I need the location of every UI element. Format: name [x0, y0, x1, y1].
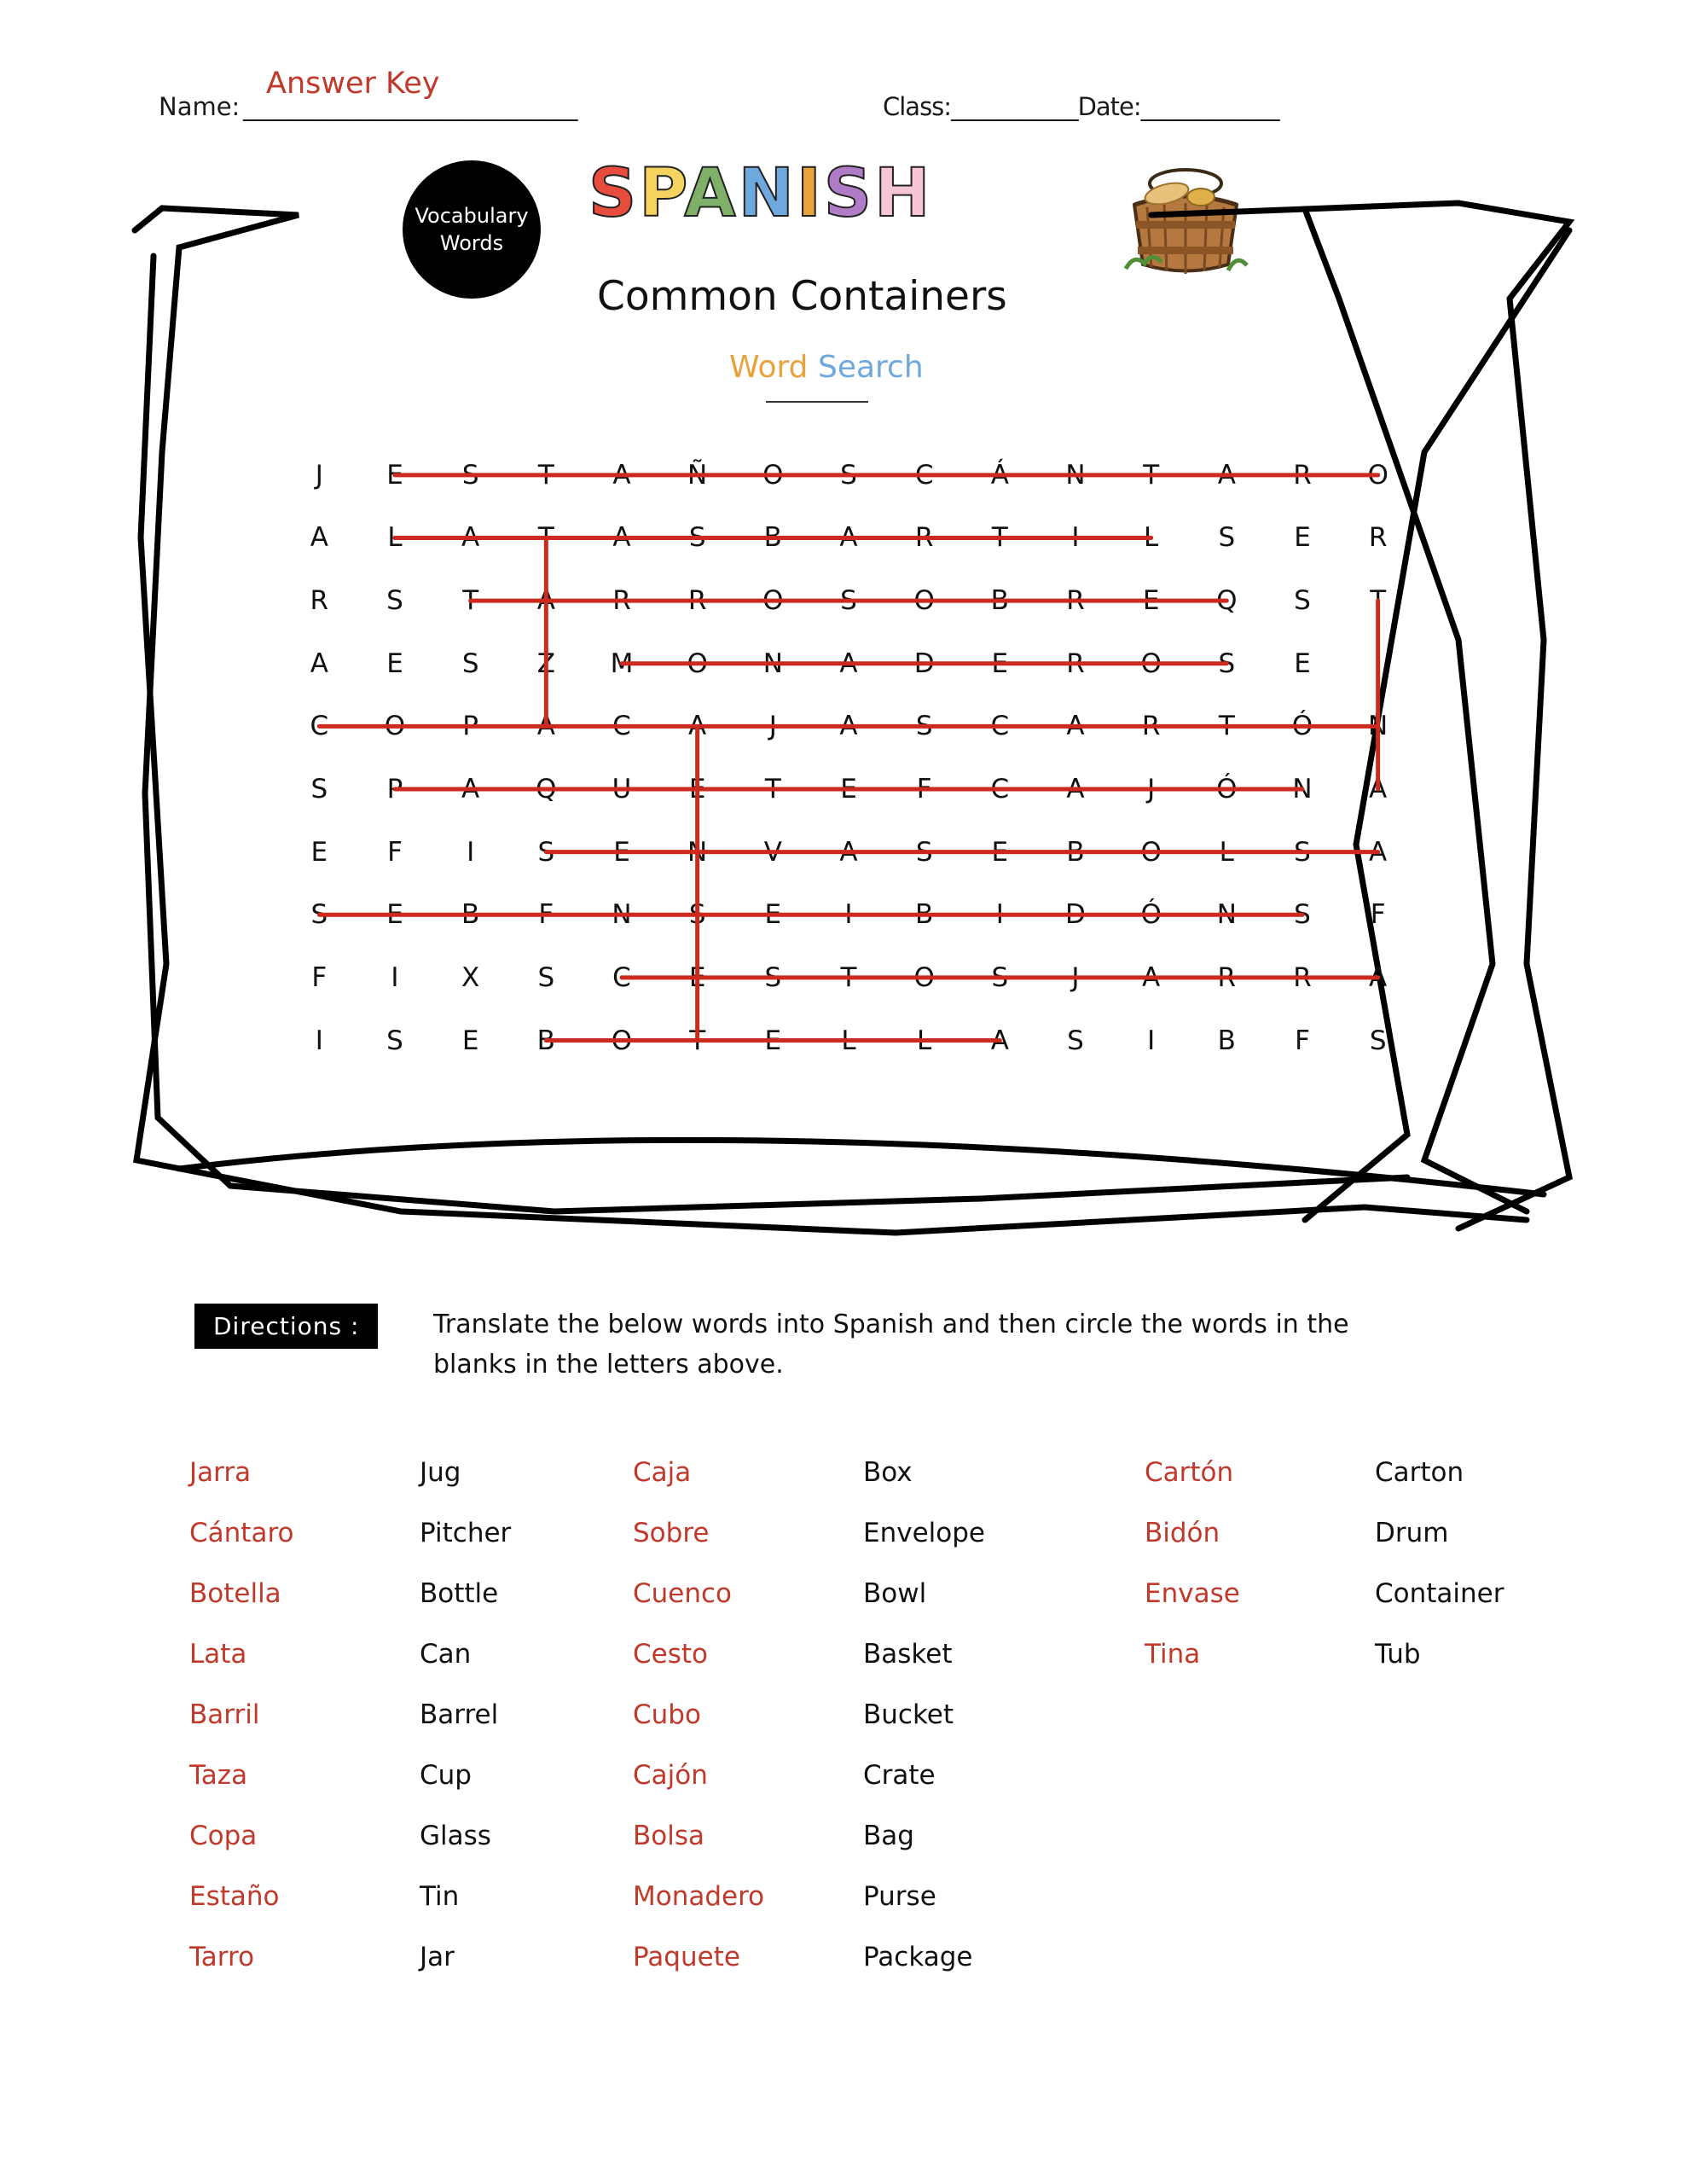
- grid-cell-r8-c5[interactable]: E: [688, 961, 706, 993]
- grid-cell-r2-c14[interactable]: T: [1370, 585, 1387, 617]
- grid-cell-r5-c12[interactable]: Ó: [1216, 773, 1238, 804]
- grid-cell-r9-c8[interactable]: L: [917, 1025, 932, 1056]
- grid-cell-r7-c10[interactable]: D: [1065, 899, 1086, 931]
- name-label: Name:: [159, 92, 241, 121]
- worksheet-subtitle: Common Containers: [597, 273, 1007, 320]
- word-spanish-c1-r8: Paquete: [633, 1941, 740, 1972]
- word-spanish-c2-r5: [1145, 1745, 1375, 1805]
- word-spanish-c2-r7: [1145, 1866, 1375, 1926]
- grid-cell-r4-c7[interactable]: A: [839, 711, 858, 742]
- word-search-grid[interactable]: [281, 444, 1416, 1135]
- grid-cell-r5-c7[interactable]: E: [840, 773, 857, 804]
- grid-cell-r1-c3[interactable]: T: [537, 522, 554, 554]
- word-english-c0-r3: Can: [420, 1638, 472, 1670]
- grid-cell-r6-c11[interactable]: O: [1140, 836, 1162, 868]
- grid-cell-r6-c9[interactable]: E: [991, 836, 1009, 868]
- word-english-c1-r7: Purse: [863, 1880, 936, 1912]
- grid-cell-r6-c12[interactable]: L: [1219, 836, 1234, 868]
- word-english-c0-r1: Pitcher: [420, 1517, 512, 1548]
- word-spanish-c2-r6: [1145, 1805, 1375, 1866]
- grid-cell-r7-c2[interactable]: B: [461, 899, 480, 931]
- grid-cell-r3-c4[interactable]: M: [610, 648, 634, 679]
- spanish-letter-5: S: [823, 155, 875, 232]
- grid-cell-r1-c4[interactable]: A: [612, 522, 631, 554]
- grid-cell-r5-c1[interactable]: P: [386, 773, 403, 804]
- grid-cell-r7-c11[interactable]: Ó: [1140, 899, 1162, 931]
- grid-cell-r3-c12[interactable]: S: [1218, 648, 1236, 679]
- spanish-letter-2: A: [684, 155, 739, 232]
- word-english-c0-r4: Barrel: [420, 1699, 499, 1730]
- grid-cell-r4-c13[interactable]: Ó: [1291, 711, 1313, 742]
- grid-cell-r4-c0[interactable]: C: [310, 711, 329, 742]
- word-spanish-c1-r5: Cajón: [633, 1759, 708, 1791]
- grid-cell-r0-c6[interactable]: O: [762, 459, 784, 491]
- word-list: [189, 1442, 1554, 1987]
- grid-cell-r8-c0[interactable]: F: [311, 961, 328, 993]
- grid-cell-r0-c14[interactable]: O: [1367, 459, 1388, 491]
- grid-cell-r8-c14[interactable]: A: [1369, 961, 1388, 993]
- grid-cell-r1-c12[interactable]: S: [1218, 522, 1236, 554]
- grid-cell-r6-c3[interactable]: S: [537, 836, 555, 868]
- grid-cell-r5-c5[interactable]: E: [688, 773, 706, 804]
- grid-cell-r6-c10[interactable]: B: [1066, 836, 1085, 868]
- grid-cell-r1-c10[interactable]: I: [1071, 522, 1080, 554]
- grid-cell-r6-c14[interactable]: A: [1369, 836, 1388, 868]
- picnic-basket-icon: [1100, 158, 1271, 294]
- grid-cell-r0-c7[interactable]: S: [840, 459, 857, 491]
- word-spanish-c0-r7: Estaño: [189, 1880, 280, 1912]
- grid-cell-r9-c3[interactable]: B: [536, 1025, 555, 1056]
- word-spanish-c1-r1: Sobre: [633, 1517, 710, 1548]
- word-english-c0-r7: Tin: [420, 1880, 460, 1912]
- word-english-c1-r4: Bucket: [863, 1699, 954, 1730]
- grid-cell-r8-c7[interactable]: T: [840, 961, 857, 993]
- grid-cell-r0-c2[interactable]: S: [461, 459, 479, 491]
- grid-cell-r4-c5[interactable]: A: [688, 711, 707, 742]
- grid-cell-r2-c11[interactable]: E: [1142, 585, 1160, 617]
- grid-cell-r6-c5[interactable]: N: [687, 836, 708, 868]
- grid-cell-r8-c2[interactable]: X: [461, 961, 480, 993]
- grid-cell-r2-c1[interactable]: S: [386, 585, 403, 617]
- grid-cell-r8-c6[interactable]: S: [764, 961, 782, 993]
- grid-cell-r7-c9[interactable]: I: [995, 899, 1004, 931]
- grid-cell-r4-c10[interactable]: A: [1066, 711, 1085, 742]
- grid-cell-r2-c3[interactable]: A: [536, 585, 555, 617]
- word-spanish-c0-r5: Taza: [189, 1759, 248, 1791]
- grid-cell-r8-c12[interactable]: R: [1217, 961, 1237, 993]
- grid-cell-r3-c10[interactable]: R: [1066, 648, 1085, 679]
- grid-cell-r9-c14[interactable]: S: [1369, 1025, 1387, 1056]
- grid-cell-r0-c1[interactable]: E: [386, 459, 403, 491]
- word-spanish-c1-r2: Cuenco: [633, 1577, 733, 1609]
- grid-cell-r2-c9[interactable]: B: [990, 585, 1009, 617]
- class-date-blank: Class:___________Date:____________: [883, 92, 1279, 121]
- grid-cell-r2-c4[interactable]: R: [612, 585, 631, 617]
- grid-cell-r3-c6[interactable]: N: [762, 648, 783, 679]
- grid-cell-r0-c8[interactable]: C: [914, 459, 934, 491]
- vocab-line-1: Vocabulary: [415, 203, 529, 228]
- word-spanish-c0-r1: Cántaro: [189, 1517, 294, 1548]
- grid-cell-r9-c6[interactable]: E: [764, 1025, 782, 1056]
- word-spanish-c0-r6: Copa: [189, 1820, 258, 1851]
- grid-cell-r5-c3[interactable]: Q: [536, 773, 557, 804]
- word-english-c2-r2: Container: [1375, 1577, 1504, 1609]
- grid-cell-r8-c4[interactable]: C: [612, 961, 631, 993]
- word-spanish-c0-r3: Lata: [189, 1638, 247, 1670]
- grid-cell-r9-c10[interactable]: S: [1067, 1025, 1084, 1056]
- word-english-c2-r5: [1375, 1745, 1614, 1805]
- grid-cell-r0-c11[interactable]: T: [1143, 459, 1160, 491]
- grid-cell-r1-c9[interactable]: T: [991, 522, 1008, 554]
- word-english-c1-r2: Bowl: [863, 1577, 927, 1609]
- word-english-c2-r6: [1375, 1805, 1614, 1866]
- grid-cell-r8-c13[interactable]: R: [1293, 961, 1312, 993]
- grid-cell-r4-c11[interactable]: R: [1141, 711, 1161, 742]
- word-english-c2-r1: Drum: [1375, 1517, 1449, 1548]
- grid-cell-r1-c11[interactable]: L: [1144, 522, 1159, 554]
- word-spanish-c0-r4: Barril: [189, 1699, 260, 1730]
- grid-cell-r1-c8[interactable]: R: [914, 522, 934, 554]
- vocabulary-words-badge: [403, 160, 541, 299]
- word-english-c2-r7: [1375, 1866, 1614, 1926]
- grid-cell-r3-c5[interactable]: O: [687, 648, 708, 679]
- grid-cell-r0-c0[interactable]: J: [315, 459, 323, 491]
- word-english-c1-r0: Box: [863, 1456, 913, 1488]
- grid-cell-r9-c12[interactable]: B: [1217, 1025, 1236, 1056]
- grid-cell-r5-c10[interactable]: A: [1066, 773, 1085, 804]
- grid-cell-r7-c5[interactable]: S: [688, 899, 706, 931]
- spanish-letter-4: I: [796, 155, 824, 232]
- word-english-c0-r0: Jug: [420, 1456, 461, 1488]
- grid-cell-r5-c13[interactable]: N: [1292, 773, 1313, 804]
- word-english-c0-r2: Bottle: [420, 1577, 499, 1609]
- spanish-letter-0: S: [588, 155, 640, 232]
- word-spanish-c2-r1: Bidón: [1145, 1517, 1220, 1548]
- grid-cell-r7-c3[interactable]: F: [538, 899, 554, 931]
- grid-cell-r9-c4[interactable]: O: [611, 1025, 633, 1056]
- grid-cell-r0-c3[interactable]: T: [537, 459, 554, 491]
- grid-cell-r1-c14[interactable]: R: [1368, 522, 1388, 554]
- grid-cell-r8-c3[interactable]: S: [537, 961, 555, 993]
- grid-cell-r3-c3[interactable]: Z: [536, 648, 555, 679]
- word-english-c1-r3: Basket: [863, 1638, 953, 1670]
- word-spanish-c2-r8: [1145, 1926, 1375, 1987]
- grid-cell-r4-c4[interactable]: C: [612, 711, 631, 742]
- word-spanish-c2-r2: Envase: [1145, 1577, 1240, 1609]
- grid-cell-r3-c7[interactable]: A: [839, 648, 858, 679]
- word-text: Word: [729, 350, 809, 385]
- grid-cell-r5-c14[interactable]: A: [1369, 773, 1388, 804]
- grid-cell-r0-c5[interactable]: Ñ: [687, 459, 708, 491]
- word-english-c2-r0: Carton: [1375, 1456, 1464, 1488]
- grid-cell-r0-c13[interactable]: R: [1293, 459, 1312, 491]
- word-spanish-c1-r7: Monadero: [633, 1880, 765, 1912]
- grid-cell-r2-c5[interactable]: R: [687, 585, 707, 617]
- grid-cell-r7-c7[interactable]: I: [844, 899, 853, 931]
- grid-cell-r3-c11[interactable]: O: [1140, 648, 1162, 679]
- grid-cell-r7-c13[interactable]: S: [1294, 899, 1311, 931]
- grid-cell-r6-c1[interactable]: F: [387, 836, 403, 868]
- spanish-letter-6: H: [874, 155, 933, 232]
- grid-cell-r3-c2[interactable]: S: [461, 648, 479, 679]
- grid-cell-r4-c6[interactable]: J: [768, 711, 777, 742]
- word-english-c2-r4: [1375, 1684, 1614, 1745]
- word-search-label: [729, 350, 924, 385]
- grid-cell-r0-c4[interactable]: A: [612, 459, 631, 491]
- grid-cell-r9-c13[interactable]: F: [1295, 1025, 1310, 1056]
- grid-cell-r4-c9[interactable]: C: [990, 711, 1010, 742]
- name-blank: _____________________________: [243, 92, 577, 121]
- grid-cell-r9-c0[interactable]: I: [315, 1025, 323, 1056]
- grid-cell-r6-c13[interactable]: S: [1294, 836, 1311, 868]
- word-spanish-c0-r0: Jarra: [189, 1456, 252, 1488]
- word-spanish-c2-r3: Tina: [1145, 1638, 1201, 1670]
- grid-cell-r5-c11[interactable]: J: [1147, 773, 1156, 804]
- grid-cell-r1-c13[interactable]: E: [1294, 522, 1311, 554]
- grid-cell-r8-c1[interactable]: I: [391, 961, 399, 993]
- grid-cell-r1-c7[interactable]: A: [839, 522, 858, 554]
- grid-cell-r2-c8[interactable]: O: [913, 585, 935, 617]
- grid-cell-r7-c12[interactable]: N: [1216, 899, 1237, 931]
- word-search-grid-container: [281, 444, 1416, 1135]
- word-spanish-c1-r3: Cesto: [633, 1638, 708, 1670]
- grid-cell-r6-c7[interactable]: A: [839, 836, 858, 868]
- grid-cell-r5-c4[interactable]: U: [612, 773, 632, 804]
- grid-cell-r1-c6[interactable]: B: [763, 522, 782, 554]
- word-english-c0-r5: Cup: [420, 1759, 472, 1791]
- word-english-c0-r8: Jar: [420, 1941, 455, 1972]
- grid-cell-r2-c0[interactable]: R: [310, 585, 329, 617]
- grid-cell-r8-c9[interactable]: S: [991, 961, 1009, 993]
- word-search-underline: [766, 401, 868, 403]
- word-spanish-c2-r0: Cartón: [1145, 1456, 1234, 1488]
- grid-cell-r9-c5[interactable]: T: [689, 1025, 706, 1056]
- grid-cell-r3-c1[interactable]: E: [386, 648, 403, 679]
- grid-cell-r8-c11[interactable]: A: [1142, 961, 1161, 993]
- grid-cell-r4-c8[interactable]: S: [915, 711, 933, 742]
- directions-badge: Directions :: [194, 1304, 378, 1349]
- grid-cell-r0-c10[interactable]: N: [1065, 459, 1086, 491]
- grid-cell-r6-c8[interactable]: S: [915, 836, 933, 868]
- grid-cell-r5-c8[interactable]: F: [916, 773, 932, 804]
- word-spanish-c1-r6: Bolsa: [633, 1820, 704, 1851]
- spanish-letter-1: P: [639, 155, 685, 232]
- grid-cell-r6-c4[interactable]: E: [613, 836, 630, 868]
- grid-cell-r1-c1[interactable]: L: [387, 522, 403, 554]
- grid-cell-r7-c4[interactable]: N: [612, 899, 632, 931]
- grid-cell-r5-c2[interactable]: A: [461, 773, 480, 804]
- word-english-c0-r6: Glass: [420, 1820, 491, 1851]
- grid-cell-r1-c2[interactable]: A: [461, 522, 480, 554]
- grid-cell-r7-c6[interactable]: E: [764, 899, 782, 931]
- grid-cell-r1-c0[interactable]: A: [310, 522, 328, 554]
- grid-cell-r3-c0[interactable]: A: [310, 648, 328, 679]
- grid-cell-r7-c0[interactable]: S: [310, 899, 328, 931]
- grid-cell-r3-c13[interactable]: E: [1294, 648, 1311, 679]
- grid-cell-r4-c2[interactable]: P: [462, 711, 478, 742]
- grid-cell-r3-c9[interactable]: E: [991, 648, 1009, 679]
- grid-cell-r3-c14[interactable]: I: [1374, 648, 1383, 679]
- directions-text: Translate the below words into Spanish and then circle the words in the blanks in the letters above.: [433, 1310, 1349, 1380]
- grid-cell-r4-c3[interactable]: A: [536, 711, 555, 742]
- word-english-c2-r8: [1375, 1926, 1614, 1987]
- grid-cell-r2-c12[interactable]: Q: [1216, 585, 1238, 617]
- grid-cell-r2-c10[interactable]: R: [1066, 585, 1085, 617]
- grid-cell-r7-c1[interactable]: E: [386, 899, 403, 931]
- word-english-c1-r5: Crate: [863, 1759, 936, 1791]
- vocab-line-2: Words: [439, 231, 504, 255]
- word-spanish-c2-r4: [1145, 1684, 1375, 1745]
- spanish-title: [588, 155, 932, 232]
- grid-cell-r5-c9[interactable]: C: [990, 773, 1010, 804]
- grid-cell-r4-c14[interactable]: N: [1368, 711, 1388, 742]
- answer-key-text: Answer Key: [266, 67, 440, 101]
- word-spanish-c0-r8: Tarro: [189, 1941, 255, 1972]
- grid-cell-r9-c2[interactable]: E: [461, 1025, 479, 1056]
- grid-cell-r2-c2[interactable]: T: [462, 585, 479, 617]
- grid-cell-r1-c5[interactable]: S: [688, 522, 706, 554]
- grid-cell-r2-c13[interactable]: S: [1294, 585, 1311, 617]
- word-english-c2-r3: Tub: [1375, 1638, 1421, 1670]
- grid-cell-r4-c1[interactable]: O: [384, 711, 406, 742]
- grid-cell-r0-c12[interactable]: A: [1217, 459, 1236, 491]
- grid-cell-r3-c8[interactable]: D: [913, 648, 935, 679]
- grid-cell-r6-c0[interactable]: E: [310, 836, 328, 868]
- grid-cell-r9-c9[interactable]: A: [990, 1025, 1009, 1056]
- grid-cell-r8-c10[interactable]: J: [1071, 961, 1080, 993]
- grid-cell-r2-c7[interactable]: S: [840, 585, 857, 617]
- grid-cell-r7-c8[interactable]: B: [915, 899, 934, 931]
- grid-cell-r6-c2[interactable]: I: [467, 836, 475, 868]
- grid-cell-r9-c11[interactable]: I: [1147, 1025, 1156, 1056]
- word-spanish-c0-r2: Botella: [189, 1577, 281, 1609]
- grid-cell-r5-c6[interactable]: T: [764, 773, 781, 804]
- grid-cell-r6-c6[interactable]: V: [763, 836, 782, 868]
- grid-cell-r8-c8[interactable]: O: [913, 961, 935, 993]
- search-text: Search: [817, 350, 924, 385]
- word-english-c1-r1: Envelope: [863, 1517, 985, 1548]
- word-spanish-c1-r4: Cubo: [633, 1699, 701, 1730]
- word-english-c1-r6: Bag: [863, 1820, 914, 1851]
- grid-cell-r9-c7[interactable]: L: [841, 1025, 856, 1056]
- grid-cell-r7-c14[interactable]: F: [1370, 899, 1386, 931]
- grid-cell-r0-c9[interactable]: Á: [990, 459, 1009, 491]
- grid-cell-r4-c12[interactable]: T: [1218, 711, 1235, 742]
- word-english-c1-r8: Package: [863, 1941, 973, 1972]
- grid-cell-r5-c0[interactable]: S: [310, 773, 328, 804]
- grid-cell-r9-c1[interactable]: S: [386, 1025, 403, 1056]
- grid-cell-r2-c6[interactable]: O: [762, 585, 784, 617]
- word-spanish-c1-r0: Caja: [633, 1456, 692, 1488]
- spanish-letter-3: N: [738, 155, 797, 232]
